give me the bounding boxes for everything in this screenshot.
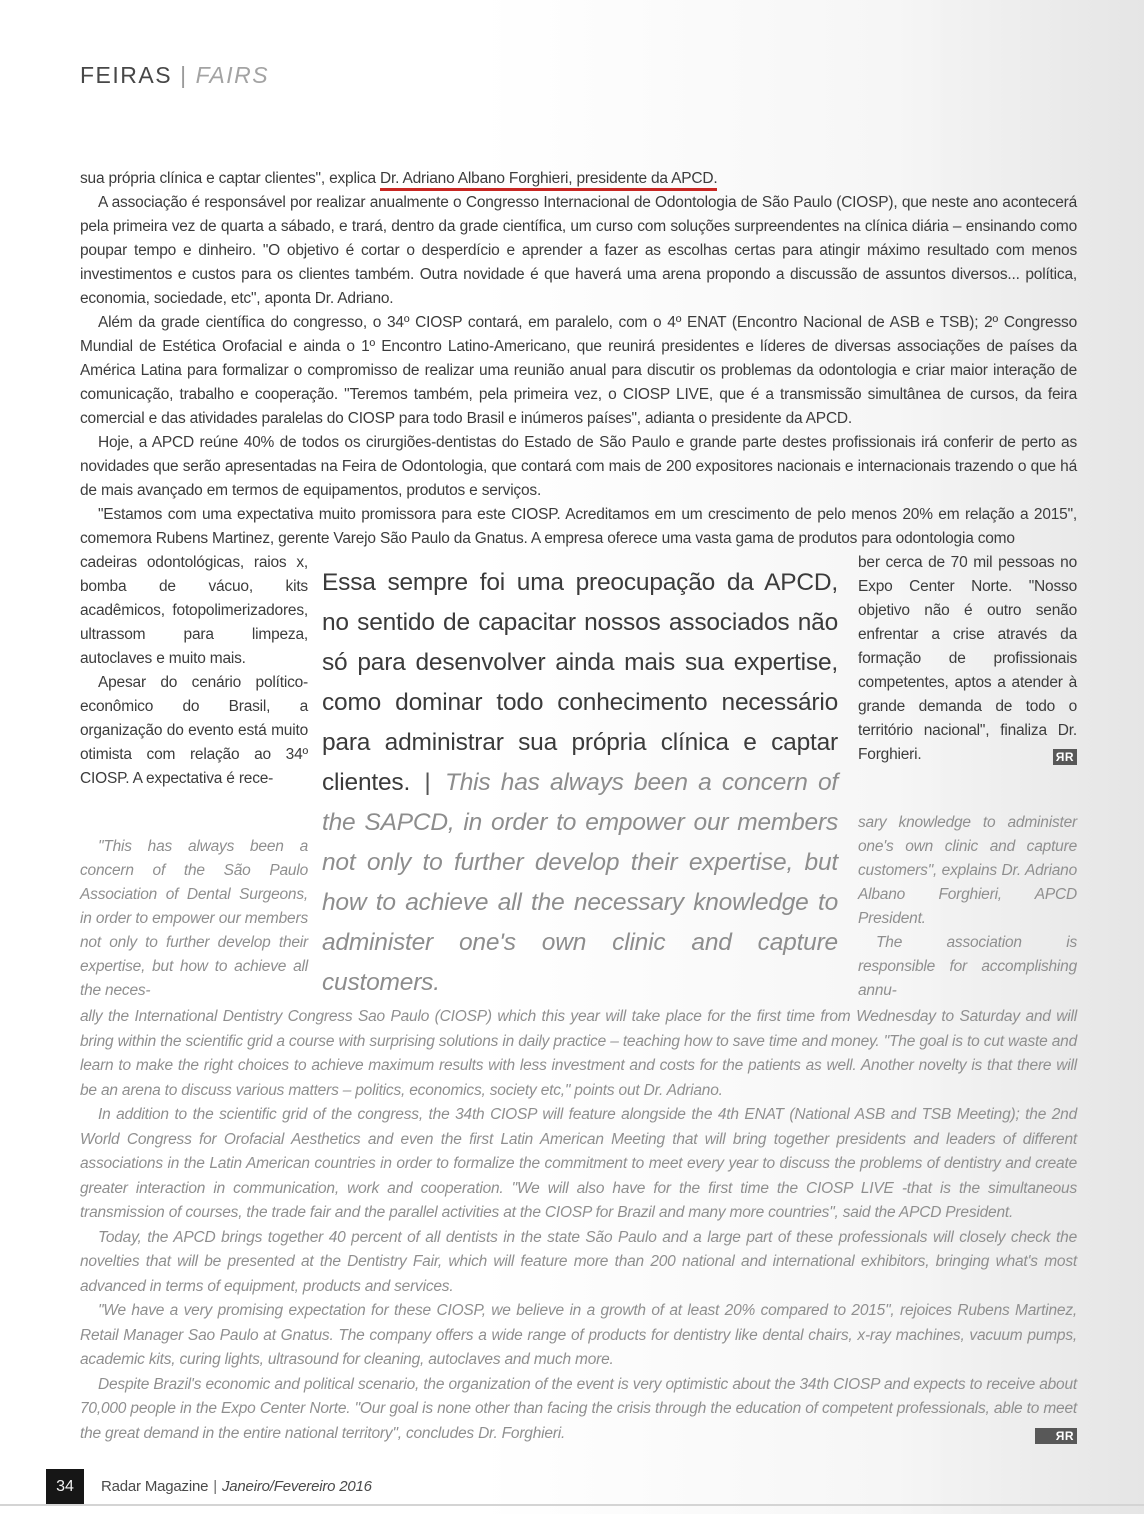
page-footer <box>46 1469 372 1504</box>
intro-paragraph-1-text: sua própria clínica e captar clientes", explica <box>80 170 381 187</box>
page-number: 34 <box>46 1469 84 1504</box>
intro-paragraph-2: A associação é responsável por realizar anualmente o Congresso Internacional de Odontologia de São Paulo (CIOSP), que neste ano acontecerá pela primeira vez de quarta a sábado, e trará, dentro da grade científica, um curso com soluções surpreendentes na clínica diária – ensinando como poupar tempo e dinheiro. "O objetivo é cortar o desperdício e aprender a fazer as escolhas certas para atingir máximo resultado com menos investimentos e custos para os clientes também. Outra novidade é que haverá uma arena propondo a discussão de assuntos diversos... política, economia, sociedade, etc", aponta Dr. Adriano. <box>80 194 1077 307</box>
bottom-rule <box>0 1504 1144 1506</box>
pull-quote-portuguese: Essa sempre foi uma preocupação da APCD, no sentido de capacitar nossos associados não só para desenvolver ainda mais sua expertise, como dominar todo conhecimento necessário para administrar sua própria clínica e captar clientes. <box>322 569 838 796</box>
footer-separator: | <box>213 1478 217 1495</box>
right-column-english-paragraph-2: The association is responsible for accomplishing annu- <box>858 934 1077 999</box>
article-content <box>80 167 1077 1446</box>
left-column-paragraph-2: Apesar do cenário político-econômico do Brasil, a organização do evento está muito otimista com relação ao 34º CIOSP. A expectativa é rece- <box>80 674 308 787</box>
left-column-english <box>80 835 308 1003</box>
english-paragraph-5-text: Despite Brazil's economic and political scenario, the organization of the event is very optimistic about the 34th CIOSP and expects to receive about 70,000 people in the Expo Center Norte. "Our goal is none other than facing the crisis through the education of competent professionals, able to meet the great demand in the entire national territory", concludes Dr. Forghieri. <box>80 1375 1077 1442</box>
english-paragraph-5 <box>80 1373 1077 1447</box>
left-column-paragraph-1: cadeiras odontológicas, raios x, bomba de vácuo, kits acadêmicos, fotopolimerizadores, ultrassom para limpeza, autoclaves e muito mais. <box>80 554 308 667</box>
magazine-name: Radar Magazine <box>101 1478 209 1495</box>
english-paragraph-2: In addition to the scientific grid of the congress, the 34th CIOSP will feature alongside the 4th ENAT (National ASB and TSB Meeting); the 2nd World Congress for Orofacial Aesthetics and even the first Latin American Meeting that will bring together presidents and leaders of different associations in the Latin American countries in order to formalize the commitment to meet every year to discuss the problems of dentistry and create greater interaction in communication, work and cooperation. "We will also have for the first time the CIOSP LIVE -that is the simultaneous transmission of courses, the trade fair and the parallel activities at the CIOSP for Brazil and many more countries", said the APCD President. <box>80 1106 1077 1221</box>
right-column-portuguese <box>858 551 1077 767</box>
intro-paragraph-5: "Estamos com uma expectativa muito promissora para este CIOSP. Acreditamos em um crescimento de pelo menos 20% em relação a 2015", comemora Rubens Martinez, gerente Varejo São Paulo da Gnatus. A empresa oferece uma vasta gama de produtos para odontologia como <box>80 506 1077 547</box>
three-column-section <box>80 551 1077 1003</box>
section-separator: | <box>180 62 188 88</box>
issue-date: Janeiro/Fevereiro 2016 <box>221 1478 372 1495</box>
left-column-portuguese <box>80 551 308 791</box>
right-column-english <box>858 811 1077 1003</box>
intro-paragraph-4: Hoje, a APCD reúne 40% de todos os cirurgiões-dentistas do Estado de São Paulo e grande parte destes profissionais irá conferir de perto as novidades que serão apresentadas na Feira de Odontologia, que contará com mais de 200 expositores nacionais e internacionais trazendo o que há de mais avançado em termos de equipamentos, produtos e serviços. <box>80 434 1077 499</box>
right-column-paragraph: ber cerca de 70 mil pessoas no Expo Center Norte. "Nosso objetivo não é outro senão enfrentar a crise através da formação de profissionais competentes, aptos a atender à grande demanda de todo o território nacional", finaliza Dr. Forghieri. <box>858 554 1077 763</box>
pull-quote-english: This has always been a concern of the SAPCD, in order to empower our members not only to further develop their expertise, but how to achieve all the necessary knowledge to administer one's own clinic and capture customers. <box>322 769 838 996</box>
radar-logo-badge: ЯR <box>1035 1428 1077 1444</box>
right-column <box>858 551 1077 1003</box>
pull-quote <box>322 551 838 1003</box>
english-paragraph-1: ally the International Dentistry Congress Sao Paulo (CIOSP) which this year will take place for the first time from Wednesday to Saturday and will bring within the scientific grid a course with surprising solutions in daily practice – teaching how to save time and money. "The goal is to cut waste and learn to make the right choices to achieve maximum results with less investment and costs for the patients as well. Another novelty is that there will be an arena to discuss various matters – politics, economics, society etc," points out Dr. Adriano. <box>80 1008 1077 1099</box>
right-column-english-paragraph-1: sary knowledge to administer one's own clinic and capture customers", explains Dr. Adriano Albano Forghieri, APCD President. <box>858 814 1077 927</box>
intro-block <box>80 167 1077 551</box>
intro-paragraph-1 <box>80 167 1077 191</box>
english-translation-block <box>80 1005 1077 1446</box>
section-header <box>80 62 269 89</box>
section-title-pt: FEIRAS <box>80 62 173 88</box>
section-title-en: FAIRS <box>195 62 270 88</box>
left-column <box>80 551 308 1003</box>
footer-text <box>101 1478 372 1495</box>
underlined-president-name: Dr. Adriano Albano Forghieri, presidente da APCD. <box>380 170 717 191</box>
english-paragraph-3: Today, the APCD brings together 40 percent of all dentists in the state São Paulo and a large part of these professionals will closely check the novelties that will be presented at the Dentistry Fair, which will feature more than 200 national and international exhibitors, bringing what's most advanced in terms of equipment, products and services. <box>80 1228 1077 1295</box>
left-column-english-paragraph: "This has always been a concern of the São Paulo Association of Dental Surgeons, in order to empower our members not only to further develop their expertise, but how to achieve all the neces- <box>80 838 308 999</box>
pull-quote-separator: | <box>424 769 431 796</box>
intro-paragraph-3: Além da grade científica do congresso, o 34º CIOSP contará, em paralelo, com o 4º ENAT (Encontro Nacional de ASB e TSB); 2º Congresso Mundial de Estética Orofacial e ainda o 1º Encontro Latino-Americano, que reunirá presidentes e líderes de diversas associações de países da América Latina para formalizar o compromisso de realizar uma reunião anual para discutir os problemas da odontologia e criar maior interação de comunicação, trabalho e cooperação. "Teremos também, pela primeira vez, o CIOSP LIVE, que é a transmissão simultânea de cursos, da feira comercial e das atividades paralelas do CIOSP para todo Brasil e inúmeros países", adianta o presidente da APCD. <box>80 314 1077 427</box>
english-paragraph-4: "We have a very promising expectation for these CIOSP, we believe in a growth of at least 20% compared to 2015", rejoices Rubens Martinez, Retail Manager Sao Paulo at Gnatus. The company offers a wide range of products for dentistry like dental chairs, x-ray machines, vacuum pumps, academic kits, curing lights, ultrasound for cleaning, autoclaves and much more. <box>80 1302 1077 1368</box>
radar-logo-badge: ЯR <box>1053 749 1077 765</box>
